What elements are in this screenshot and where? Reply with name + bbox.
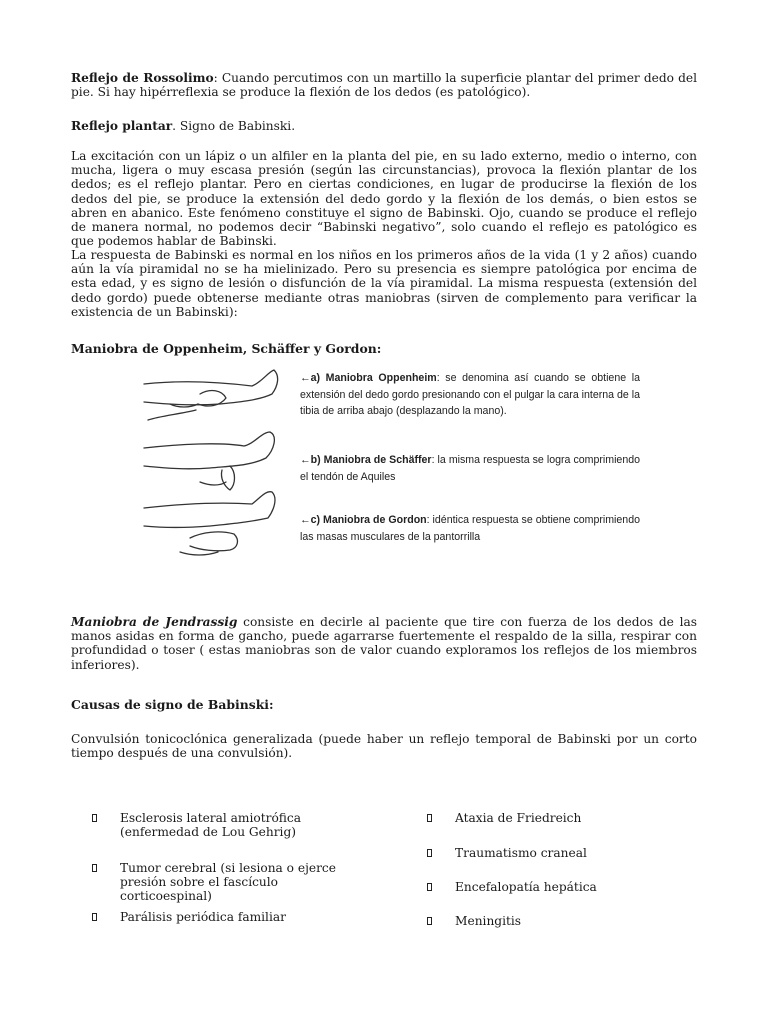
causas-heading: Causas de signo de Babinski: bbox=[71, 697, 274, 712]
caption-schaffer bbox=[300, 452, 640, 485]
list-item-text: Parálisis periódica familiar bbox=[120, 910, 286, 924]
plantar-description-paragraph: La excitación con un lápiz o un alfiler en la planta del pie, en su lado externo, medio o interno, con mucha, ligera o muy escasa presión (según las circunstancias), provoca la flexión plantar de los dedos; es el reflejo plantar. Pero en ciertas condiciones, en lugar de producirse la flexión de los dedos del pie, se produce la extensión del dedo gordo y la flexión de los demás, o bien estos se abren en abanico. Este fenómeno constituye el signo de Babinski. Ojo, cuando se produce el reflejo de manera normal, no podemos decir “Babinski negativo”, solo cuando el reflejo es patológico es que podemos hablar de Babinski. bbox=[71, 149, 697, 249]
list-item bbox=[92, 910, 382, 928]
babinski-children-paragraph: La respuesta de Babinski es normal en los niños en los primeros años de la vida (1 y 2 años) cuando aún la vía piramidal no se ha mielinizado. Pero su presencia es siempre patológica por encima de esta edad, y es signo de lesión o disfunción de la vía piramidal. La misma respuesta (extensión del dedo gordo) puede obtenerse mediante otras maniobras (sirven de complemento para verificar la existencia de un Babinski): bbox=[71, 248, 697, 319]
caption-oppenheim-text: : se denomina así cuando se obtiene la extensión del dedo gordo presionando con el pulgar la cara interna de la tibia de arriba abajo (desplazando la mano). bbox=[300, 372, 640, 417]
list-item-text: Ataxia de Friedreich bbox=[455, 811, 582, 825]
list-item bbox=[427, 880, 687, 898]
bullet-box-icon bbox=[92, 864, 97, 872]
bullet-box-icon bbox=[92, 814, 97, 822]
list-item bbox=[427, 811, 687, 829]
list-item-text: Esclerosis lateral amiotrófica (enfermedad de Lou Gehrig) bbox=[120, 811, 302, 840]
caption-gordon-text: : idéntica respuesta se obtiene comprimiendo las masas musculares de la pantorrilla bbox=[300, 514, 640, 543]
jendrassig-text: consiste en decirle al paciente que tire con fuerza de los dedos de las manos asidas en forma de gancho, puede agarrarse fuertemente el respaldo de la silla, respirar con profundidad o toser ( estas maniobras son de valor cuando exploramos los reflejos de los miembros inferiores). bbox=[71, 615, 697, 672]
list-item-text: Meningitis bbox=[455, 914, 522, 928]
list-item bbox=[427, 914, 687, 932]
list-item bbox=[427, 846, 687, 864]
bullet-box-icon bbox=[427, 849, 432, 857]
rossolimo-text: : Cuando percutimos con un martillo la superficie plantar del primer dedo del pie. Si hay hipérreflexia se produce la flexión de los dedos (es patológico). bbox=[71, 71, 697, 100]
caption-gordon bbox=[300, 512, 640, 545]
caption-oppenheim-label: ←a) Maniobra Oppenheim bbox=[300, 372, 437, 384]
bullet-box-icon bbox=[427, 814, 432, 822]
list-item bbox=[92, 811, 382, 845]
caption-schaffer-text: : la misma respuesta se logra comprimiendo el tendón de Aquiles bbox=[300, 454, 640, 483]
legs-illustration bbox=[140, 362, 300, 562]
maniobras-figure bbox=[140, 362, 640, 562]
rossolimo-paragraph bbox=[71, 71, 697, 99]
jendrassig-paragraph bbox=[71, 615, 697, 672]
bullet-box-icon bbox=[427, 917, 432, 925]
list-item-text: Encefalopatía hepática bbox=[455, 880, 597, 894]
causas-intro-paragraph: Convulsión tonicoclónica generalizada (puede haber un reflejo temporal de Babinski por un corto tiempo después de una convulsión). bbox=[71, 732, 697, 761]
plantar-title: Reflejo plantar bbox=[71, 119, 173, 133]
maniobras-heading: Maniobra de Oppenheim, Schäffer y Gordon: bbox=[71, 341, 382, 356]
plantar-heading-paragraph bbox=[71, 119, 697, 133]
bullet-box-icon bbox=[92, 913, 97, 921]
rossolimo-title: Reflejo de Rossolimo bbox=[71, 71, 214, 85]
caption-schaffer-label: ←b) Maniobra de Schäffer bbox=[300, 454, 432, 466]
bullet-box-icon bbox=[427, 883, 432, 891]
jendrassig-title: Maniobra de Jendrassig bbox=[71, 615, 238, 629]
caption-gordon-label: ←c) Maniobra de Gordon bbox=[300, 514, 427, 526]
caption-oppenheim bbox=[300, 370, 640, 420]
list-item bbox=[92, 861, 382, 904]
plantar-text: . Signo de Babinski. bbox=[172, 119, 296, 133]
list-item-text: Traumatismo craneal bbox=[455, 846, 587, 860]
list-item-text: Tumor cerebral (si lesiona o ejerce presión sobre el fascículo corticoespinal) bbox=[120, 861, 336, 904]
